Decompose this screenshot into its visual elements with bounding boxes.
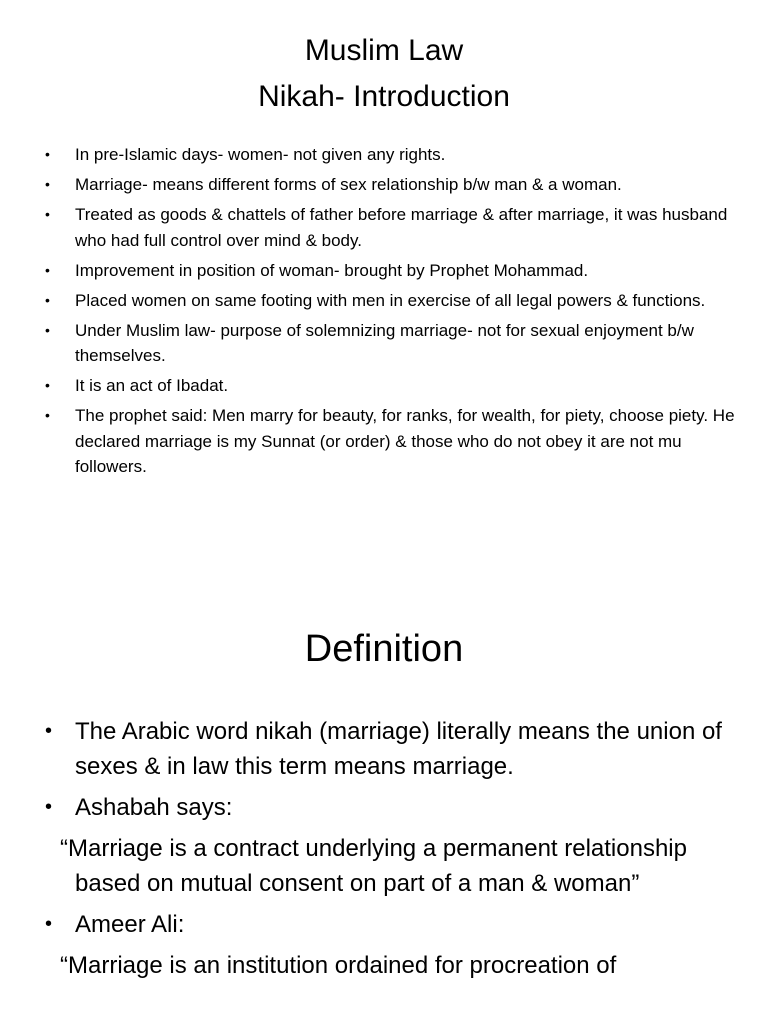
slide-definition <box>0 560 768 1024</box>
bullet-icon: • <box>45 377 50 393</box>
slide-title: Definition <box>304 628 464 670</box>
bullet-item <box>45 258 735 284</box>
bullet-item <box>45 142 735 168</box>
bullet-icon: • <box>45 206 50 222</box>
bullet-icon: • <box>45 261 50 278</box>
bullet-text: Treated as goods & chattels of father before marriage & after marriage, it was husband who had full control over mind & body. <box>75 205 728 250</box>
bullet-text: Improvement in position of woman- brought by Prophet Mohammad. <box>75 260 589 280</box>
bullet-icon: • <box>45 407 50 423</box>
bullet-item <box>45 403 735 480</box>
bullet-item <box>45 288 735 314</box>
quote-text: “Marriage is a contract underlying a permanent relationship based on mutual consent on part of a man & woman” <box>60 835 687 897</box>
bullet-item <box>45 202 735 253</box>
bullet-list <box>45 142 735 484</box>
bullet-text: Placed women on same footing with men in exercise of all legal powers & functions. <box>75 290 706 310</box>
bullet-text: Marriage- means different forms of sex relationship b/w man & a woman. <box>75 175 622 194</box>
bullet-icon: • <box>45 291 50 308</box>
quote-text: “Marriage is an institution ordained for procreation of <box>60 952 617 979</box>
bullet-icon: • <box>45 176 50 192</box>
quote-item <box>60 831 745 901</box>
quote-item <box>60 948 745 983</box>
bullet-item <box>45 172 735 198</box>
bullet-item <box>45 790 745 825</box>
bullet-text: It is an act of Ibadat. <box>75 376 229 395</box>
bullet-text: Ashabah says: <box>75 794 233 821</box>
bullet-icon: • <box>45 146 50 162</box>
bullet-item <box>45 318 735 369</box>
slide-title-line1: Muslim Law <box>304 34 464 67</box>
bullet-icon: • <box>45 720 53 742</box>
definition-list <box>45 714 745 989</box>
bullet-item <box>45 373 735 399</box>
bullet-text: Ameer Ali: <box>75 911 185 938</box>
bullet-text: The Arabic word nikah (marriage) literally means the union of sexes & in law this term means marriage. <box>75 718 722 780</box>
bullet-item <box>45 907 745 942</box>
bullet-text: The prophet said: Men marry for beauty, for ranks, for wealth, for piety, choose piety. He declared marriage is my Sunnat (or order) & those who do not obey it are not mu followers. <box>75 406 735 476</box>
bullet-text: In pre-Islamic days- women- not given any rights. <box>75 145 446 164</box>
bullet-icon: • <box>45 796 53 818</box>
slide-title-line2: Nikah- Introduction <box>258 80 510 113</box>
bullet-item <box>45 714 745 784</box>
bullet-icon: • <box>45 321 50 338</box>
bullet-icon: • <box>45 913 53 935</box>
bullet-text: Under Muslim law- purpose of solemnizing marriage- not for sexual enjoyment b/w themselves. <box>75 320 694 365</box>
